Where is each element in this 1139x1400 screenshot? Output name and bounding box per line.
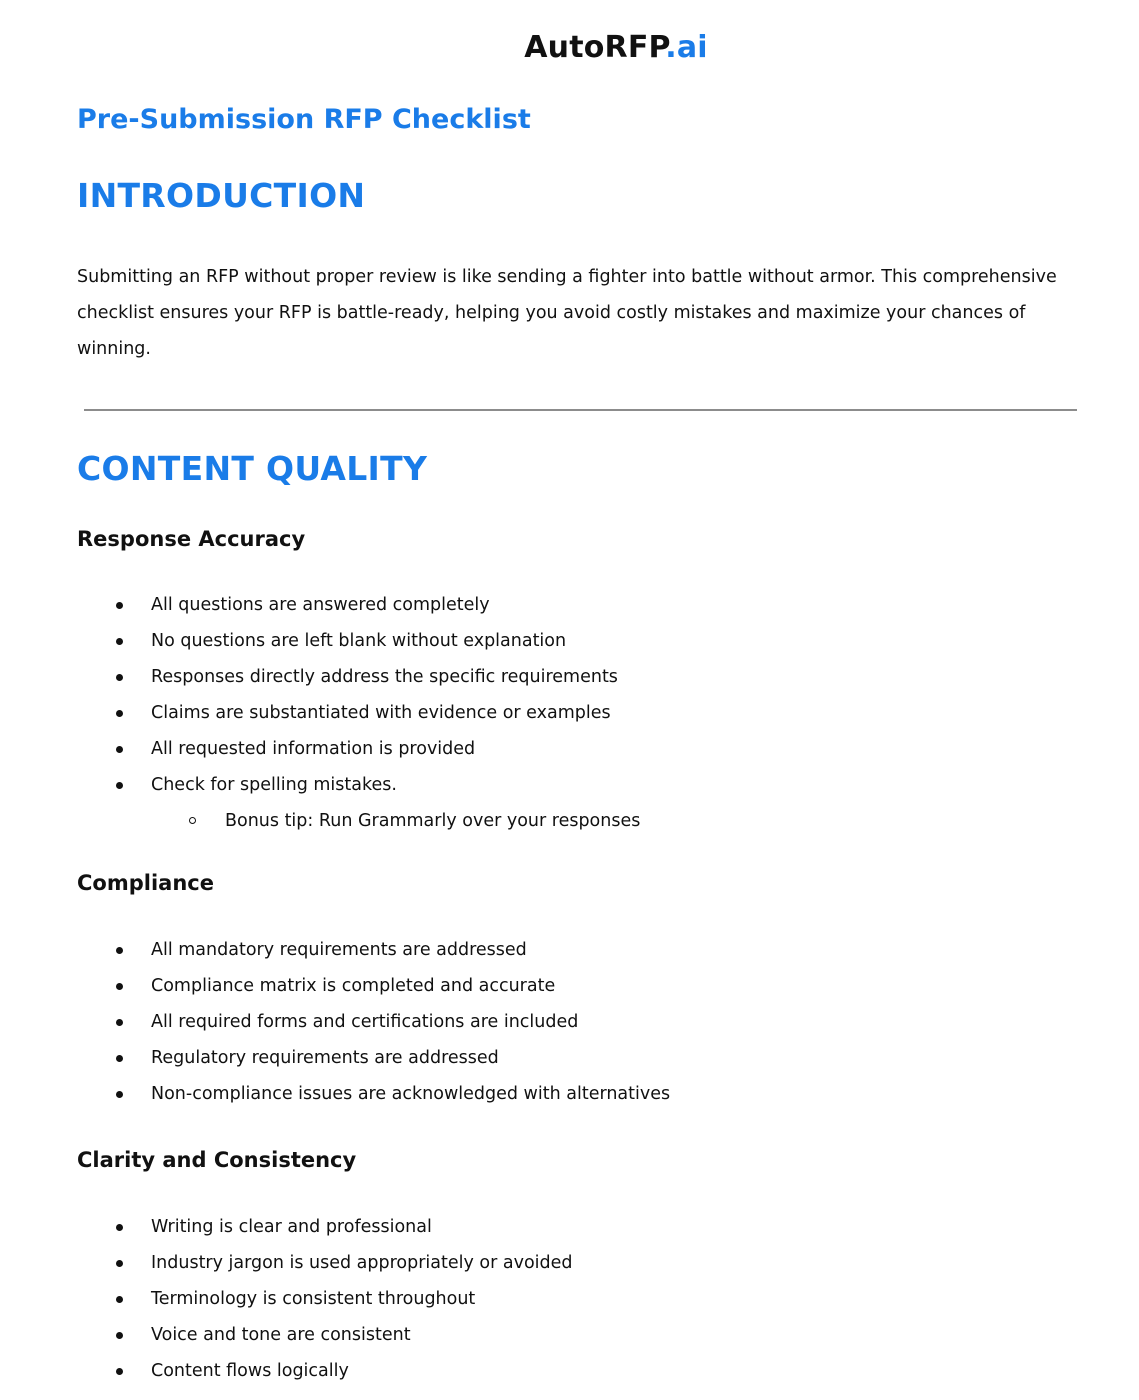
bullet-icon: [116, 1019, 123, 1026]
introduction-paragraph: Submitting an RFP without proper review is like sending a fighter into battle without armor. This comprehensive checklist ensures your RFP is battle-ready, helping you avoid costly mistakes and maximize your chances of winning.: [77, 267, 1057, 359]
list-item-text: Compliance matrix is completed and accurate: [151, 976, 556, 996]
list-item: [0, 932, 1139, 968]
list-item-text: All requested information is provided: [151, 739, 476, 759]
list-item: [0, 1353, 1139, 1389]
nested-list-item: [0, 803, 1139, 839]
list-item-text: No questions are left blank without explanation: [151, 631, 567, 651]
list-item-text: Industry jargon is used appropriately or avoided: [151, 1253, 573, 1273]
content-quality-heading: CONTENT QUALITY: [77, 449, 428, 488]
list-item: [0, 659, 1139, 695]
autorfp-logo: [0, 30, 1139, 65]
logo-accent-text: .ai: [665, 30, 708, 65]
list-item: [0, 623, 1139, 659]
compliance-list: [0, 932, 1139, 1112]
list-item: [0, 731, 1139, 767]
logo-main-text: AutoRFP: [524, 30, 666, 65]
list-item: [0, 695, 1139, 731]
bullet-icon: [116, 782, 123, 789]
section-divider: [84, 409, 1077, 411]
list-item-text: All mandatory requirements are addressed: [151, 940, 527, 960]
bullet-icon: [116, 674, 123, 681]
list-item: [0, 587, 1139, 623]
list-item-text: Terminology is consistent throughout: [151, 1289, 476, 1309]
bullet-icon: [116, 1368, 123, 1375]
nested-list: [0, 803, 1139, 839]
bullet-icon: [116, 1296, 123, 1303]
list-item: [0, 1040, 1139, 1076]
list-item-text: Non-compliance issues are acknowledged with alternatives: [151, 1084, 671, 1104]
bullet-icon: [116, 638, 123, 645]
list-item: [0, 1004, 1139, 1040]
list-item: [0, 1245, 1139, 1281]
bullet-icon: [116, 947, 123, 954]
list-item-text: Voice and tone are consistent: [151, 1325, 411, 1345]
bullet-icon: [116, 1224, 123, 1231]
introduction-heading: INTRODUCTION: [77, 176, 366, 215]
clarity-consistency-list: [0, 1209, 1139, 1389]
clarity-consistency-heading: Clarity and Consistency: [77, 1148, 357, 1172]
list-item: [0, 1076, 1139, 1112]
response-accuracy-heading: Response Accuracy: [77, 527, 306, 551]
response-accuracy-list: [0, 587, 1139, 839]
bullet-icon: [116, 1055, 123, 1062]
list-item: [0, 968, 1139, 1004]
document-title: Pre-Submission RFP Checklist: [77, 104, 531, 135]
list-item-text: Responses directly address the specific requirements: [151, 667, 618, 687]
list-item-text: All required forms and certifications are included: [151, 1012, 579, 1032]
bullet-icon: [116, 602, 123, 609]
bullet-icon: [116, 1260, 123, 1267]
list-item: [0, 767, 1139, 831]
list-item: [0, 1209, 1139, 1245]
nested-list-item-text: Bonus tip: Run Grammarly over your responses: [225, 811, 641, 831]
list-item-text: Claims are substantiated with evidence or examples: [151, 703, 611, 723]
bullet-icon: [116, 1091, 123, 1098]
bullet-icon: [116, 710, 123, 717]
list-item-text: Check for spelling mistakes.: [151, 775, 397, 795]
hollow-bullet-icon: [189, 817, 196, 824]
list-item-text: Regulatory requirements are addressed: [151, 1048, 499, 1068]
bullet-icon: [116, 983, 123, 990]
list-item-text: Content flows logically: [151, 1361, 349, 1381]
bullet-icon: [116, 746, 123, 753]
list-item: [0, 1317, 1139, 1353]
list-item-text: Writing is clear and professional: [151, 1217, 432, 1237]
compliance-heading: Compliance: [77, 871, 214, 895]
list-item: [0, 1281, 1139, 1317]
list-item-text: All questions are answered completely: [151, 595, 490, 615]
bullet-icon: [116, 1332, 123, 1339]
